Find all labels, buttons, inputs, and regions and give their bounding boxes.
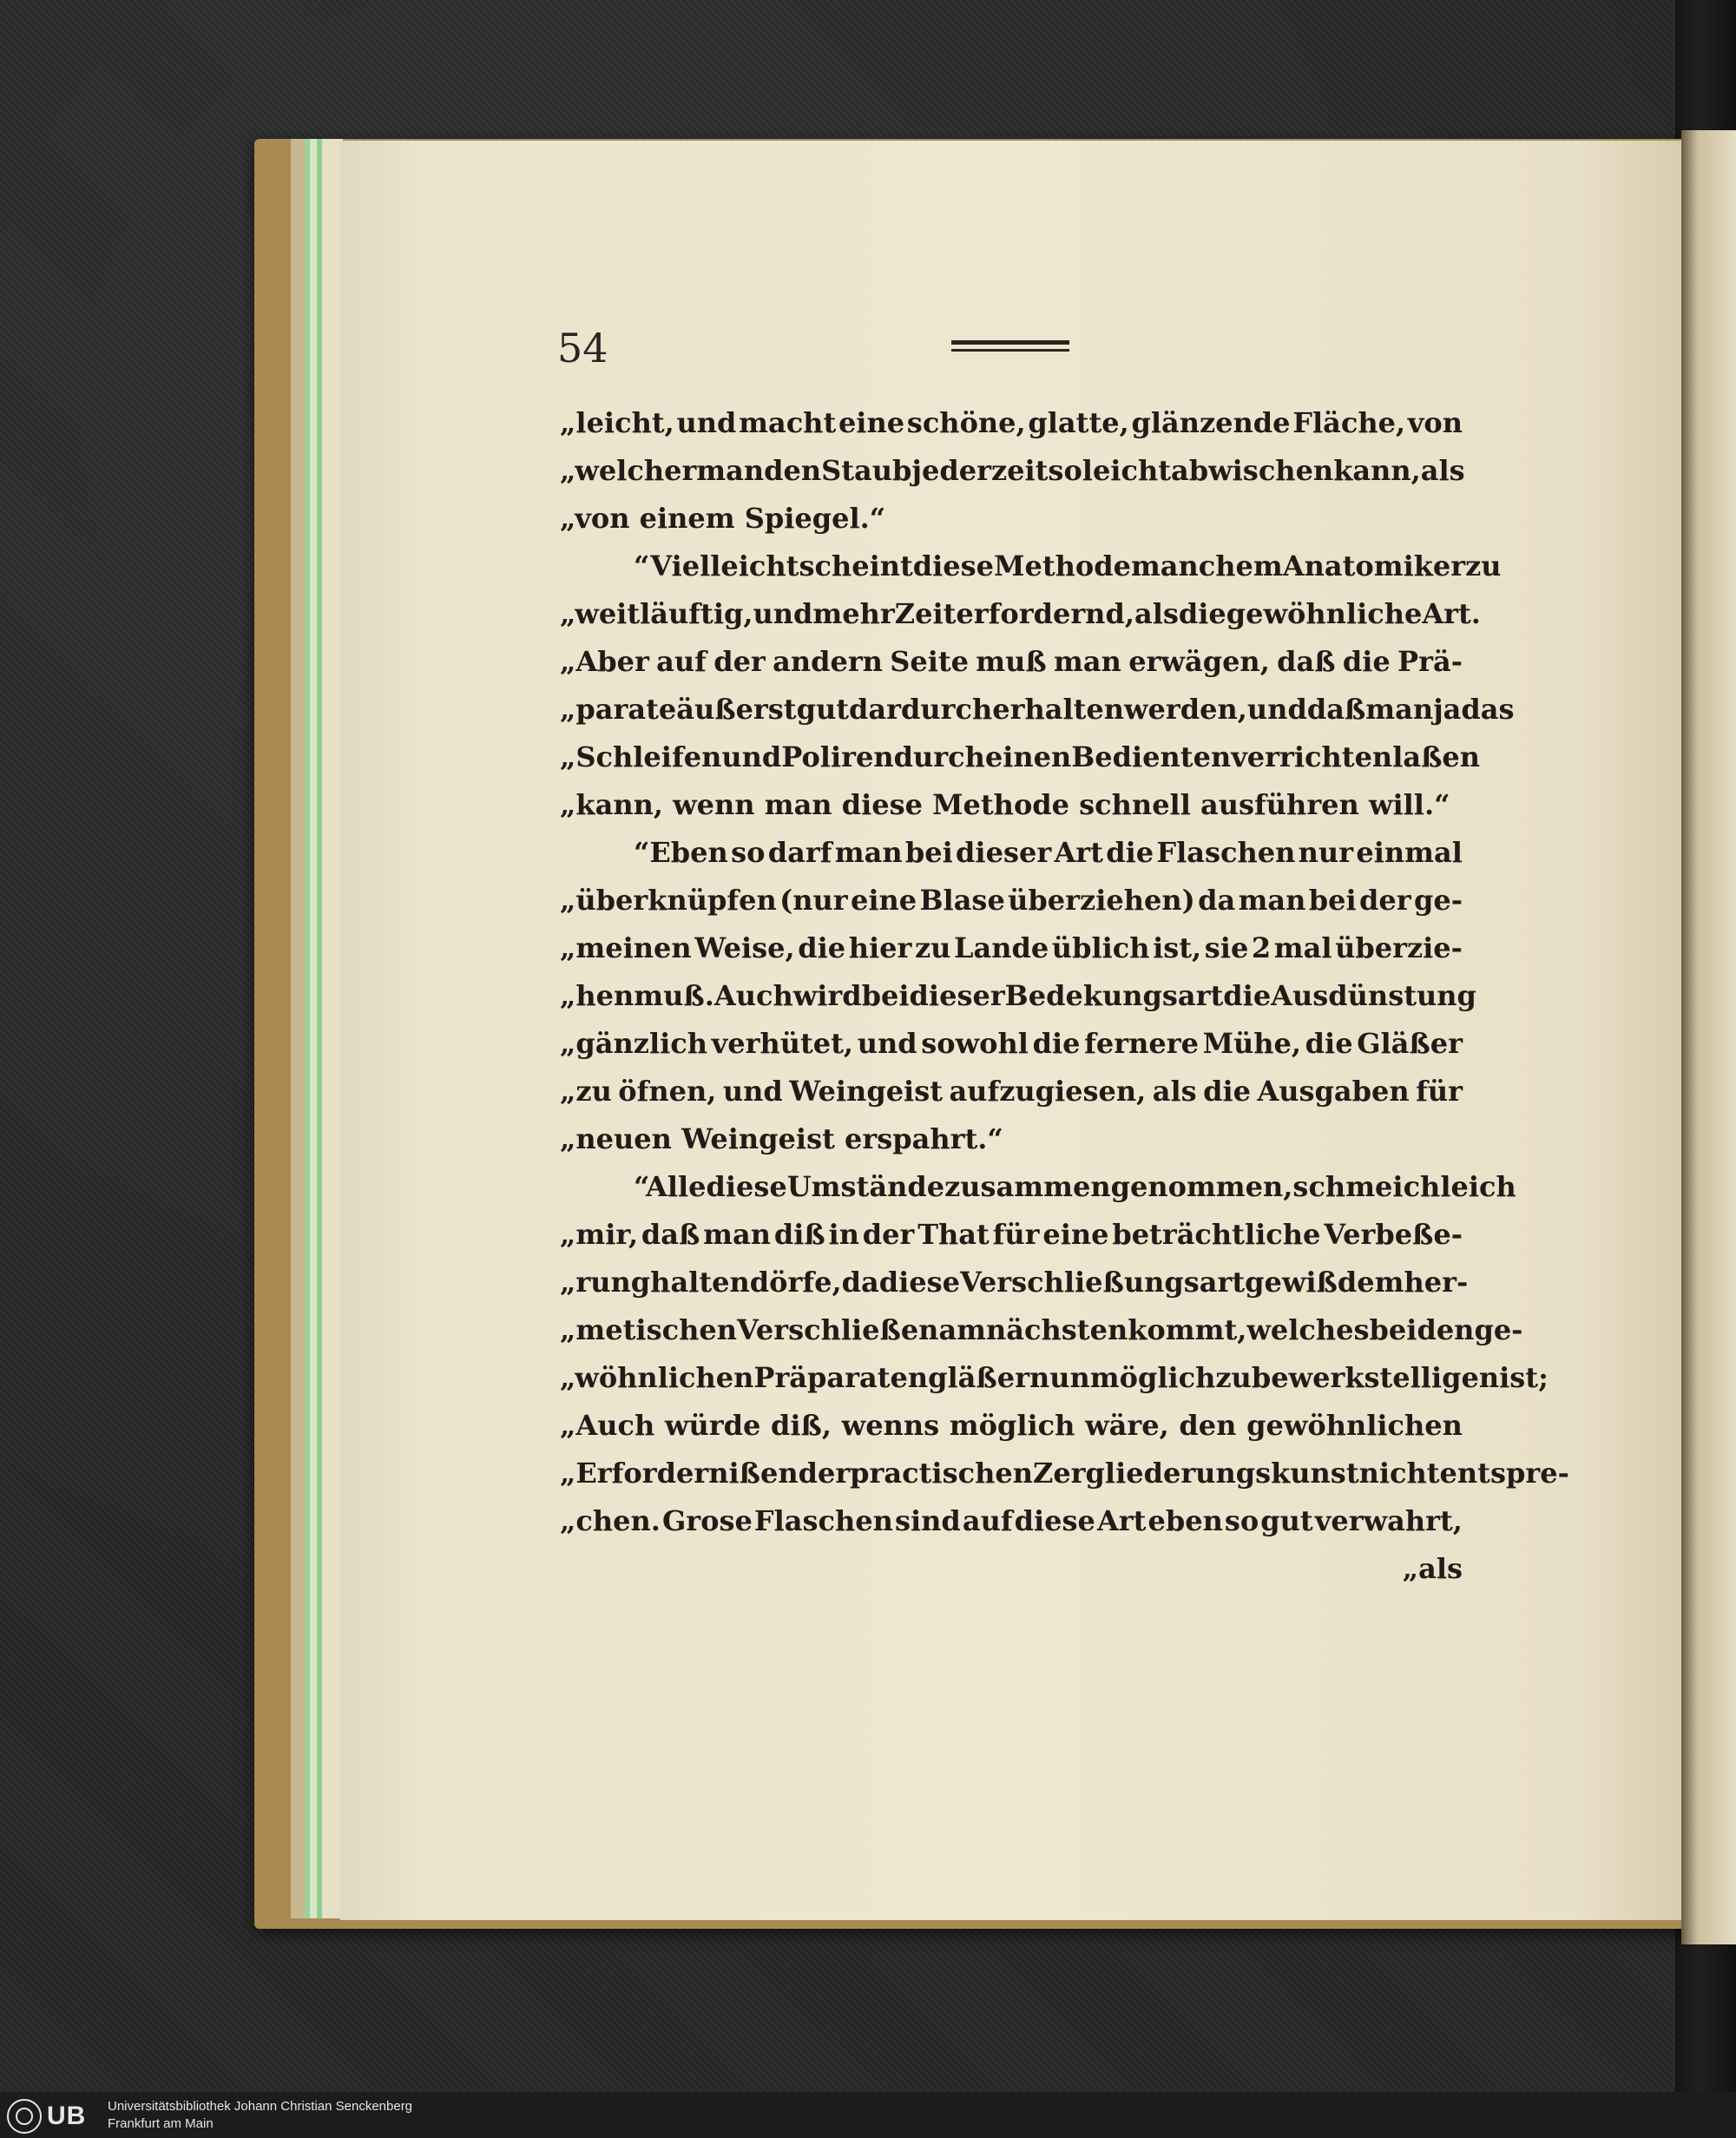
word: man: [696, 454, 765, 487]
header-rule: [951, 340, 1069, 345]
word: von: [1407, 406, 1463, 439]
word: und: [753, 597, 813, 630]
word: nicht: [1358, 1457, 1440, 1490]
word: nur: [1298, 836, 1354, 869]
word: laßen: [1392, 740, 1481, 773]
word: diese: [878, 1266, 960, 1299]
footer-institution: Universitätsbibliothek Johann Christian Senckenberg: [108, 2099, 413, 2114]
word: jederzeit: [911, 454, 1049, 487]
word: durch: [893, 740, 985, 773]
word: mehr: [812, 597, 895, 630]
word: ja: [1433, 693, 1462, 726]
word: gut: [1260, 1504, 1313, 1537]
word: der: [713, 645, 766, 678]
logo-text: UB: [47, 2102, 87, 2130]
word: den: [764, 454, 822, 487]
text-line: [560, 543, 1502, 590]
word: Flaschen: [753, 1504, 893, 1537]
word: auf: [962, 1504, 1013, 1537]
word: und: [1246, 693, 1307, 726]
word: Verschließungsart: [959, 1266, 1246, 1299]
word: manchem: [1130, 549, 1283, 582]
word: als: [1152, 1075, 1197, 1108]
word: Gläßer: [1357, 1027, 1463, 1060]
word: einmal: [1356, 836, 1463, 869]
word: man: [834, 836, 903, 869]
word: darf: [767, 836, 832, 869]
word: Methode: [994, 549, 1131, 582]
word: und: [857, 1027, 917, 1060]
text-line: „von einem Spiegel.“: [560, 502, 886, 535]
word: muß.: [634, 979, 714, 1012]
word: sowohl: [921, 1027, 1029, 1060]
word: her-: [1404, 1266, 1469, 1299]
word: diese: [912, 549, 995, 582]
page-number: 54: [557, 325, 608, 372]
page-edges: [291, 139, 343, 1918]
word: die: [1305, 1027, 1353, 1060]
word: diese: [706, 1170, 787, 1203]
word: diß: [773, 1218, 825, 1251]
word: am: [938, 1313, 987, 1346]
word: Präparatengläßern: [753, 1361, 1050, 1394]
text-line: [560, 1497, 1463, 1545]
text-line: [560, 1402, 1463, 1450]
word: daß: [1306, 693, 1366, 726]
word: und: [722, 1075, 783, 1108]
footer-city: Frankfurt am Main: [108, 2116, 214, 2131]
word: „überknüpfen: [560, 884, 777, 917]
text-line: [560, 638, 1463, 686]
word: hier: [848, 931, 912, 964]
word: „meinen: [560, 931, 692, 964]
word: man: [1238, 884, 1306, 917]
text-line: [560, 1211, 1463, 1259]
word: Mühe,: [1202, 1027, 1302, 1060]
word: ge-: [1413, 884, 1463, 917]
word: erfordernd,: [956, 597, 1134, 630]
word: glänzende: [1131, 406, 1291, 439]
word: Lande: [953, 931, 1049, 964]
word: die: [1032, 1027, 1081, 1060]
word: man: [1054, 645, 1121, 678]
text-line: „neuen Weingeist erspahrt.“: [560, 1122, 1003, 1155]
word: schöne,: [906, 406, 1026, 439]
text-line: [560, 972, 1476, 1020]
word: Weise,: [694, 931, 795, 964]
word: Ausgaben: [1257, 1075, 1410, 1108]
word: erhalten: [992, 693, 1124, 726]
word: welches: [1246, 1313, 1370, 1346]
word: den: [1417, 1313, 1475, 1346]
text-line: [560, 1450, 1569, 1497]
word: öfnen,: [618, 1075, 717, 1108]
word: Art.: [1422, 597, 1481, 630]
word: Umstände: [786, 1170, 945, 1203]
text-line: [560, 1020, 1463, 1068]
word: Bedienten: [1071, 740, 1232, 773]
word: „wöhnlichen: [560, 1361, 754, 1394]
word: bei: [861, 979, 910, 1012]
word: Bedekungsart: [1004, 979, 1224, 1012]
word: den: [1179, 1409, 1237, 1442]
word: eine: [838, 406, 905, 439]
word: Poliren: [781, 740, 894, 773]
word: in: [828, 1218, 859, 1251]
text-line: [560, 877, 1463, 924]
word: gut: [796, 693, 849, 726]
word: abwischen: [1170, 454, 1334, 487]
word: Art: [1054, 836, 1103, 869]
word: leicht: [1082, 454, 1171, 487]
word: die: [1203, 1075, 1251, 1108]
word: dörfe,: [749, 1266, 842, 1299]
word: gewöhnliche: [1226, 597, 1423, 630]
word: der: [862, 1218, 915, 1251]
word: zu: [914, 931, 951, 964]
footer-credit: [108, 2098, 412, 2133]
text-line: [560, 1259, 1469, 1306]
word: „Erfordernißen: [560, 1457, 799, 1490]
word: Prä-: [1397, 645, 1463, 678]
word: gewiß: [1245, 1266, 1338, 1299]
word: man: [1365, 693, 1434, 726]
word: Fläche,: [1292, 406, 1406, 439]
word: zu: [1465, 549, 1502, 582]
word: die: [1342, 645, 1391, 678]
word: andern: [773, 645, 883, 678]
library-logo: [7, 2099, 86, 2134]
facing-page-edge: [1681, 130, 1736, 1944]
word: dieser: [909, 979, 1005, 1012]
word: Anatomiker: [1282, 549, 1466, 582]
word: Verschließen: [736, 1313, 939, 1346]
word: die: [798, 931, 846, 964]
word: ge-: [1474, 1313, 1523, 1346]
word: “Alle: [634, 1170, 707, 1203]
word: verrichten: [1231, 740, 1393, 773]
word: „zu: [560, 1075, 612, 1108]
word: unmöglich: [1049, 1361, 1216, 1394]
word: „hen: [560, 979, 635, 1012]
word: äußerst: [676, 693, 797, 726]
page-text: [560, 399, 1569, 1593]
word: für: [1416, 1075, 1463, 1108]
word: zusammengenommen,: [944, 1170, 1293, 1203]
word: eine: [850, 884, 917, 917]
word: Staub: [821, 454, 912, 487]
word: das: [1461, 693, 1515, 726]
word: ich: [1468, 1170, 1516, 1203]
word: wäre,: [1085, 1409, 1169, 1442]
word: überziehen): [1008, 884, 1195, 917]
word: eben: [1147, 1504, 1223, 1537]
word: „Aber: [560, 645, 649, 678]
word: gewöhnlichen: [1246, 1409, 1463, 1442]
word: 2: [1251, 931, 1272, 964]
text-line: [560, 1354, 1549, 1402]
word: auf: [656, 645, 707, 678]
word: mal: [1273, 931, 1332, 964]
word: ist;: [1499, 1361, 1549, 1394]
word: erwägen,: [1128, 645, 1270, 678]
word: macht: [739, 406, 837, 439]
word: Auch: [713, 979, 793, 1012]
word: „mir,: [560, 1218, 639, 1251]
word: als: [1420, 454, 1465, 487]
text-line: [560, 686, 1515, 733]
word: zu: [1215, 1361, 1252, 1394]
word: muß: [976, 645, 1047, 678]
text-line: [560, 447, 1463, 495]
word: die: [1106, 836, 1154, 869]
word: üblich: [1051, 931, 1150, 964]
word: würde: [664, 1409, 761, 1442]
word: scheint: [799, 549, 913, 582]
word: „Schleifen: [560, 740, 722, 773]
word: „parate: [560, 693, 677, 726]
footer-bar: [0, 2092, 1736, 2138]
word: aufzugiesen,: [949, 1075, 1147, 1108]
word: bei: [1369, 1313, 1417, 1346]
word: nächsten: [986, 1313, 1128, 1346]
text-line: [560, 1306, 1523, 1354]
word: der: [798, 1457, 851, 1490]
header-rule-thin: [951, 349, 1069, 352]
word: „Auch: [560, 1409, 655, 1442]
word: die: [1223, 979, 1272, 1012]
word: “Vielleicht: [634, 549, 799, 582]
word: da: [841, 1266, 879, 1299]
word: verhütet,: [711, 1027, 854, 1060]
word: Flaschen: [1156, 836, 1296, 869]
word: wenns: [841, 1409, 940, 1442]
word: Blase: [919, 884, 1005, 917]
word: „weitläuftig,: [560, 597, 753, 630]
word: der: [1359, 884, 1411, 917]
word: Zeit: [894, 597, 957, 630]
word: als: [1134, 597, 1179, 630]
word: kommt,: [1128, 1313, 1247, 1346]
word: da: [1198, 884, 1236, 917]
word: Art: [1096, 1504, 1147, 1537]
word: man: [703, 1218, 772, 1251]
word: so: [1224, 1504, 1259, 1537]
word: Grose: [661, 1504, 753, 1537]
word: dem: [1337, 1266, 1404, 1299]
text-line: [560, 733, 1481, 781]
word: (nur: [779, 884, 848, 917]
word: möglich: [949, 1409, 1075, 1442]
library-logo-icon: [7, 2099, 42, 2134]
word: sind: [894, 1504, 961, 1537]
word: dardurch: [849, 693, 993, 726]
word: „chen.: [560, 1504, 661, 1537]
word: überzie-: [1335, 931, 1463, 964]
word: „leicht,: [560, 406, 674, 439]
text-line: [560, 399, 1463, 447]
text-line: „als: [1402, 1552, 1463, 1585]
word: bei: [904, 836, 953, 869]
word: fernere: [1084, 1027, 1199, 1060]
word: halten: [650, 1266, 750, 1299]
word: so: [731, 836, 766, 869]
word: Zergliederungskunst: [1032, 1457, 1359, 1490]
word: Verbeße-: [1324, 1218, 1463, 1251]
word: kann,: [1333, 454, 1421, 487]
text-line: [560, 924, 1463, 972]
word: Seite: [890, 645, 969, 678]
word: diß,: [771, 1409, 832, 1442]
text-line: [560, 1068, 1463, 1115]
word: ist,: [1153, 931, 1202, 964]
word: einen: [984, 740, 1072, 773]
word: diese: [1014, 1504, 1095, 1537]
word: daß: [1277, 645, 1336, 678]
text-line: [560, 829, 1463, 877]
word: „gänzlich: [560, 1027, 708, 1060]
word: und: [721, 740, 782, 773]
text-line: [560, 590, 1481, 638]
word: practischen: [850, 1457, 1033, 1490]
text-line: „kann, wenn man diese Methode schnell ausführen will.“: [560, 788, 1450, 821]
word: werden,: [1124, 693, 1247, 726]
word: so: [1048, 454, 1082, 487]
word: eine: [1042, 1218, 1109, 1251]
word: die: [1178, 597, 1226, 630]
word: schmeichle: [1292, 1170, 1469, 1203]
word: „rung: [560, 1266, 651, 1299]
word: beträchtliche: [1112, 1218, 1321, 1251]
word: daß: [641, 1218, 700, 1251]
word: verwahrt,: [1314, 1504, 1463, 1537]
word: That: [917, 1218, 990, 1251]
word: glatte,: [1028, 406, 1129, 439]
text-line: [560, 1163, 1516, 1211]
word: “Eben: [634, 836, 728, 869]
word: bewerkstelligen: [1251, 1361, 1500, 1394]
word: wird: [792, 979, 862, 1012]
word: Ausdünstung: [1271, 979, 1476, 1012]
word: und: [676, 406, 737, 439]
word: entspre-: [1439, 1457, 1569, 1490]
word: dieser: [956, 836, 1052, 869]
word: „welcher: [560, 454, 697, 487]
word: „metischen: [560, 1313, 737, 1346]
word: für: [992, 1218, 1040, 1251]
word: Weingeist: [789, 1075, 943, 1108]
word: sie: [1204, 931, 1249, 964]
word: bei: [1308, 884, 1357, 917]
